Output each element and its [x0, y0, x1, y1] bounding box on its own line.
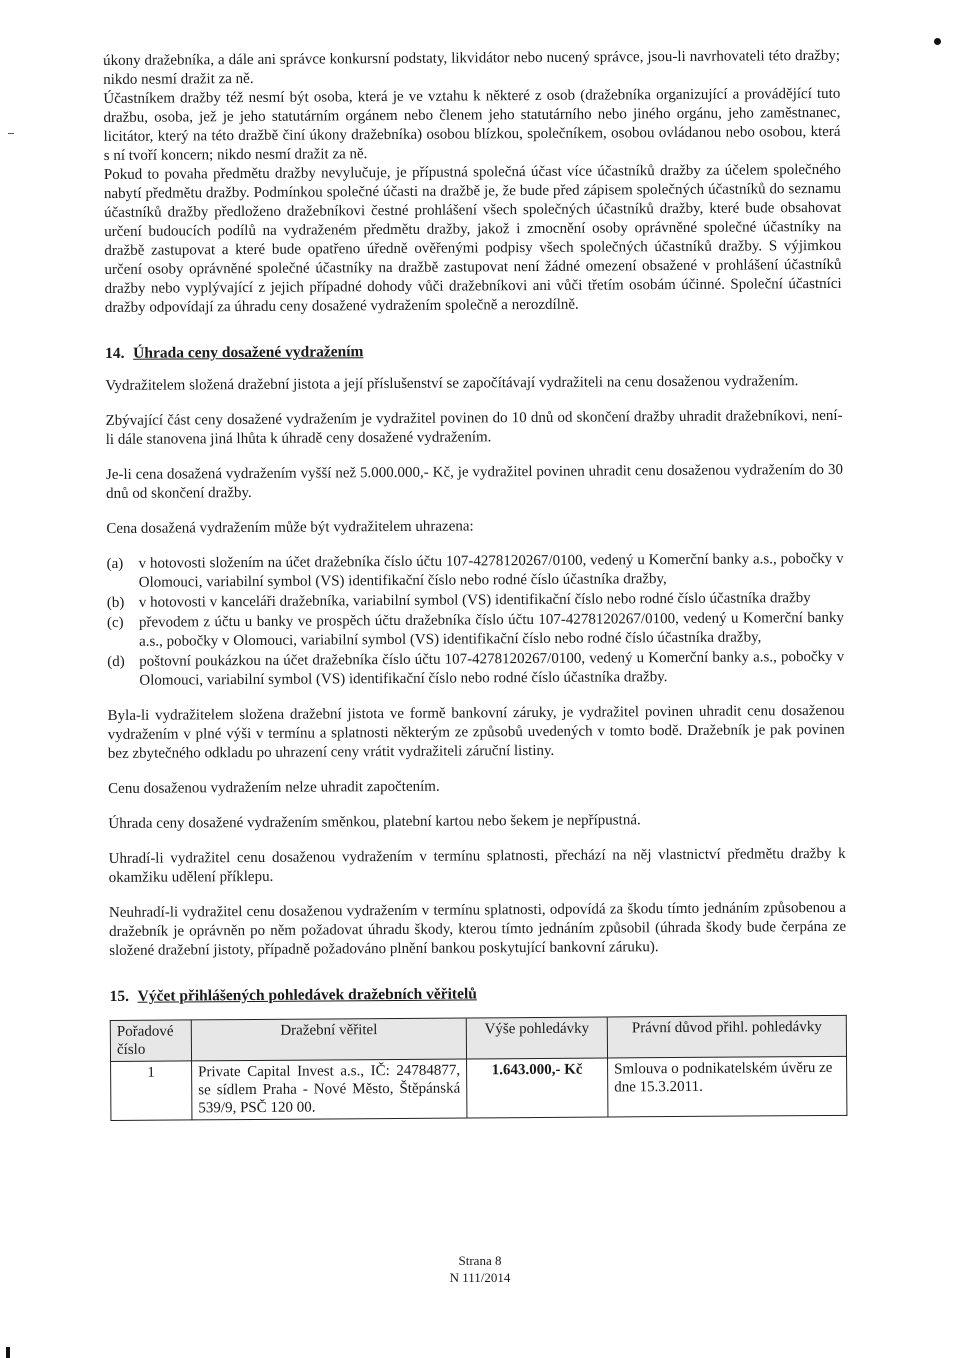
paragraph-ownership-transfer: Uhradí-li vydražitel cenu dosaženou vydražením v termínu splatnosti, přechází na něj vlastnictví předmětu dražby k okamžiku udělení příklepu. [108, 845, 846, 886]
cell-creditor: Private Capital Invest a.s., IČ: 24784877, se sídlem Praha - Nové Město, Štěpánská 539/9, PSČ 120 00. [192, 1059, 467, 1120]
list-item-text: v hotovosti v kanceláři dražebníka, variabilní symbol (VS) identifikační číslo nebo rodné číslo účastníka dražby [138, 590, 811, 611]
scan-edge-mark [6, 1347, 10, 1358]
cell-claim-amount: 1.643.000,- Kč [467, 1058, 608, 1118]
section-14-number: 14. [105, 344, 125, 362]
paragraph-remaining-price: Zbývající část ceny dosažené vydražením je vydražitel povinen do 10 dnů od skončení dražby uhradit dražebníkovi, není-li dále stanovena jiná lhůta k úhradě ceny dosažené vydražením. [105, 407, 843, 448]
paragraph-no-offset: Cenu dosaženou vydražením nelze uhradit započtením. [108, 778, 440, 797]
paragraph-payment-methods-intro: Cena dosažená vydražením může být vydražitelem uhrazena: [106, 518, 474, 537]
list-item [107, 550, 844, 593]
document-page [103, 47, 847, 1121]
paragraph-continuation: úkony dražebníka, a dále ani správce konkursní podstaty, likvidátor nebo nucený správce, jsou-li navrhovateli této dražby; nikdo nesmí dražit za ně. [103, 47, 841, 88]
list-item-label: (a) [106, 555, 124, 572]
paragraph-joint-participation: Pokud to povaha předmětu dražby nevylučuje, je přípustná společná účast více účastníků dražby za účelem společného nabytí předmětu dražby. Podmínkou společné účasti na dražbě je, že bude před zápisem společných účastníků do seznamu účastníků dražby předloženo dražebníkovi čestné prohlášení všech společných účastníků dražby, které bude obsahovat určení budoucích podílů na vydraženém předmětu dražby, jakož i zmocnění osoby oprávněné společné účastníky na dražbě zastupovat a které bude opatřeno úředně ověřenými podpisy všech společných účastníků dražby. S výjimkou určení osoby oprávněné společné účastníky na dražbě zastupovat není žádné omezení obsažené v prohlášení účastníků dražby nebo vyplývající z jejich případné dohody vůči dražebníkovi ani vůči třetím osobám účinné. Společní účastníci dražby odpovídají za úhradu ceny dosažené vydražením společně a nerozdílně. [103, 161, 842, 316]
list-item-text: v hotovosti složením na účet dražebníka číslo účtu 107-4278120267/0100, vedený u Komerční banky a.s., pobočky v Olomouci, variabilní symbol (VS) identifikační číslo nebo rodné číslo účastníka dražby, [138, 550, 844, 591]
claims-table [110, 1015, 848, 1121]
list-item [107, 648, 844, 691]
file-reference: N 111/2014 [449, 1270, 511, 1285]
list-item-label: (b) [106, 594, 125, 611]
scan-margin-tick [8, 133, 14, 134]
list-item-text: poštovní poukázkou na účet dražebníka číslo účtu 107-4278120267/0100, vedený u Komerční banky a.s., pobočky v Olomouci, variabilní symbol (VS) identifikační číslo nebo rodné číslo účastníka dražby. [139, 648, 845, 689]
list-item-label: (c) [106, 614, 124, 631]
cell-order-number: 1 [111, 1061, 192, 1121]
list-item-text: převodem z účtu u banky ve prospěch účtu dražebníka číslo účtu 107-4278120267/0100, vedený u Komerční banky a.s., pobočky v Olomouci, variabilní symbol (VS) identifikační číslo nebo rodné číslo účastníka dražby, [138, 609, 845, 650]
table-header-row [110, 1015, 846, 1061]
cell-legal-basis: Smlouva o podnikatelském úvěru ze dne 15.3.2011. [608, 1056, 847, 1117]
payment-methods-list [107, 550, 845, 691]
section-15-number: 15. [109, 987, 130, 1005]
list-item [107, 609, 844, 652]
header-order-number: Pořadové číslo [110, 1020, 191, 1062]
list-item-label: (d) [107, 653, 125, 670]
page-number: Strana 8 [458, 1253, 502, 1268]
section-14-title: Úhrada ceny dosažené vydražením [133, 343, 364, 362]
header-legal-basis: Právní důvod přihl. pohledávky [607, 1015, 846, 1058]
scan-dot [934, 38, 941, 45]
paragraph-non-payment: Neuhradí-li vydražitel cenu dosaženou vydražením v termínu splatnosti, odpovídá za škodu tímto jednáním způsobenou a dražebník je oprávněn po něm požadovat úhradu škody, kterou tímto jednáním způsobil (úhrada škody bude čerpána ze složené dražební jistoty, případně požadováno plnění bankou poskytující bankovní záruku). [108, 899, 847, 959]
page-footer [0, 1252, 960, 1286]
paragraph-bank-guarantee: Byla-li vydražitelem složena dražební jistota ve formě bankovní záruky, je vydražitel povinen uhradit cenu dosaženou vydražením v plné výši v termínu a splatnosti některým ze způsobů uvedených v tomto bodě. Dražebník je pak povinen bez zbytečného odkladu po uhrazení ceny vrátit vydražiteli záruční listiny. [107, 702, 845, 762]
header-claim-amount: Výše pohledávky [466, 1017, 607, 1059]
paragraph-deposit-credit: Vydražitelem složená dražební jistota a její příslušenství se započítávají vydražiteli na cenu dosaženou vydražením. [105, 373, 799, 394]
paragraph-no-cheque: Úhrada ceny dosažené vydražením směnkou, platební kartou nebo šekem je nepřípustná. [108, 812, 641, 832]
table-row [111, 1056, 847, 1120]
section-14-heading [105, 339, 842, 363]
header-creditor: Dražební věřitel [191, 1018, 466, 1061]
section-15-heading [110, 982, 847, 1006]
paragraph-high-price: Je-li cena dosažená vydražením vyšší než 5.000.000,- Kč, je vydražitel povinen uhradit cenu dosaženou vydražením do 30 dnů od skončení dražby. [105, 461, 843, 502]
paragraph-participant-restriction: Účastníkem dražby též nesmí být osoba, která je ve vztahu k některé z osob (dražebníka organizující a provádějící tuto dražbu, osoba, jež je jeho statutárním orgánem nebo členem jeho statutárního nebo jiného orgánu, jeho zaměstnanec, licitátor, který na této dražbě činí úkony dražebníka) osobou blízkou, společníkem, osobou ovládanou nebo osobou, která s ní tvoří koncern; nikdo nesmí dražit za ně. [103, 85, 841, 164]
section-15-title: Výčet přihlášených pohledávek dražebních věřitelů [137, 985, 477, 1005]
